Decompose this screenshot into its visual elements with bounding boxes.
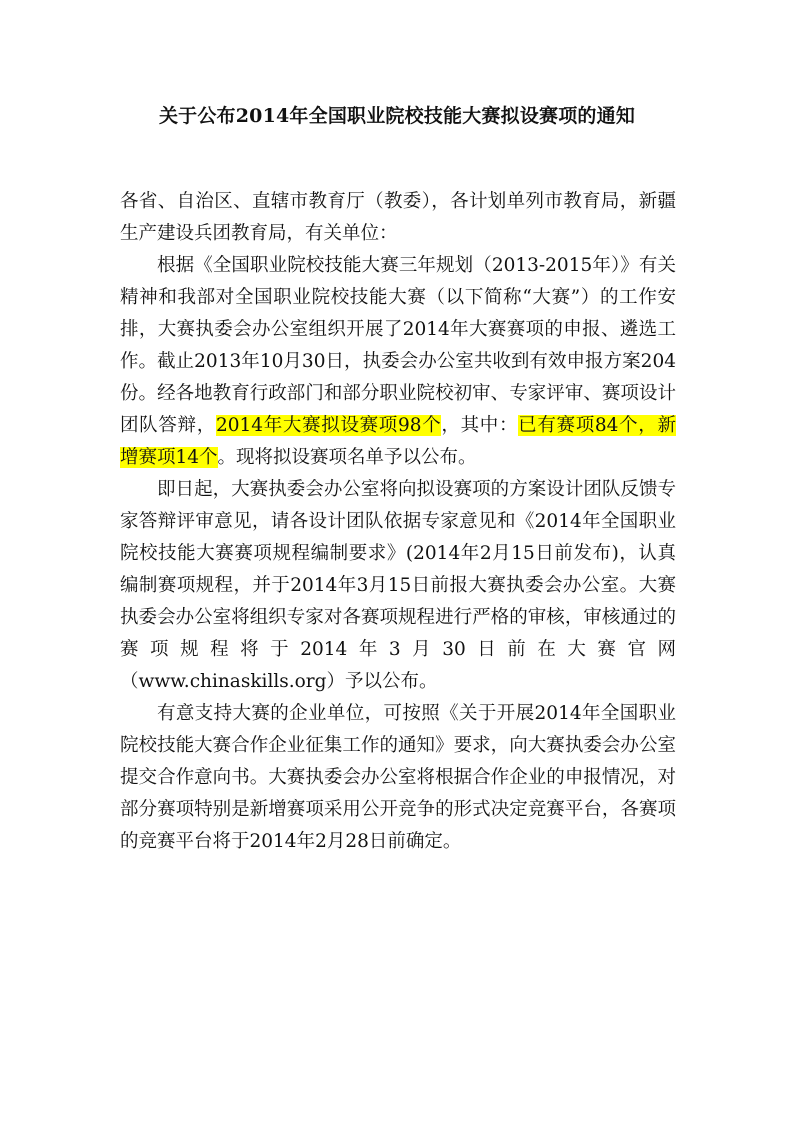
highlight-event-breakdown: 已有赛项84个，新增赛项14个 [120,415,676,468]
document-title: 关于公布2014年全国职业院校技能大赛拟设赛项的通知 [158,105,636,127]
paragraph-feedback: 即日起，大赛执委会办公室将向拟设赛项的方案设计团队反馈专家答辩评审意见，请各设计团队依据专家意见和《2014年全国职业院校技能大赛赛项规程编制要求》(2014年2月15日前发布)，认真编制赛项规程，并于2014年3月15日前报大赛执委会办公室。大赛执委会办公室将组织专家对各赛项规程进行严格的审核，审核通过的赛项规程将于2014年3月30日前在大赛官网（www.chinaskills.org）予以公布。 [120,479,676,692]
paragraph-enterprise: 有意支持大赛的企业单位，可按照《关于开展2014年全国职业院校技能大赛合作企业征集工作的通知》要求，向大赛执委会办公室提交合作意向书。大赛执委会办公室将根据合作企业的申报情况，对部分赛项特别是新增赛项采用公开竞争的形式决定竞赛平台，各赛项的竞赛平台将于2014年2月28日前确定。 [120,703,676,852]
paragraph-announcement-intro: 根据《全国职业院校技能大赛三年规划（2013-2015年）》有关精神和我部对全国职业院校技能大赛（以下简称“大赛”）的工作安排，大赛执委会办公室组织开展了2014年大赛赛项的申报、遴选工作。截止2013年10月30日，执委会办公室共收到有效申报方案204份。经各地教育行政部门和部分职业院校初审、专家评审、赛项设计团队答辩， [120,255,676,436]
document-body [120,186,676,858]
highlight-total-events: 2014年大赛拟设赛项98个 [215,415,442,436]
salutation: 各省、自治区、直辖市教育厅（教委），各计划单列市教育局，新疆生产建设兵团教育局，有关单位： [120,191,676,244]
paragraph-announcement-mid: ，其中： [441,415,519,436]
paragraph-announcement-end: 。现将拟设赛项名单予以公布。 [217,447,477,468]
paragraph-announcement [120,250,676,474]
